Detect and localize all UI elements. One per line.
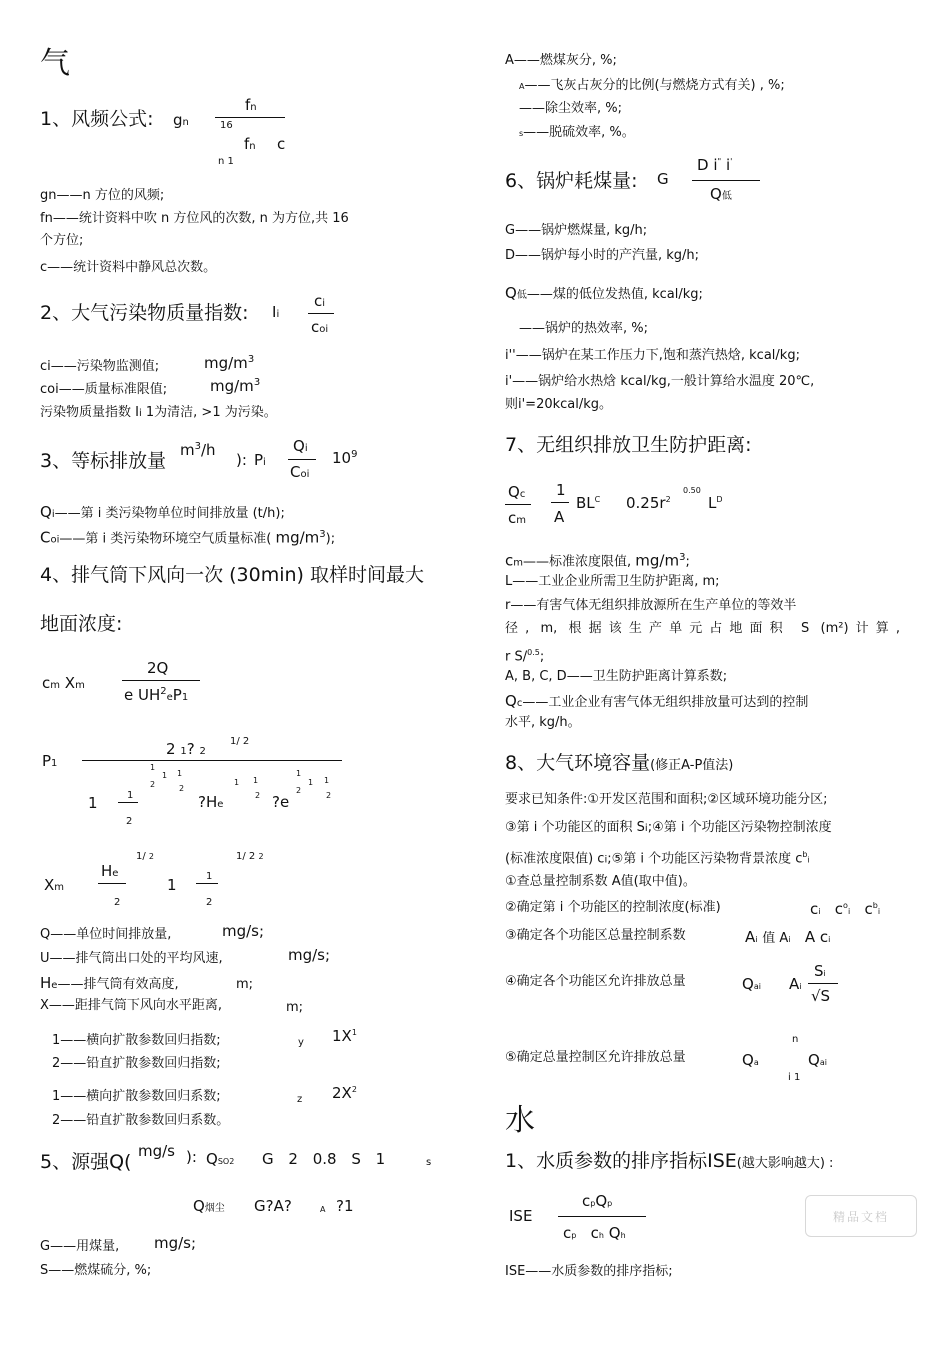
s7-frac-top: 1: [556, 481, 566, 499]
s3-fraction-line: [288, 459, 316, 460]
s8-step-2: ②确定第 i 个功能区的控制浓度(标准): [505, 900, 721, 915]
s3-lhs: Pi: [254, 451, 266, 469]
s8-heading: 8、大气环境容量(修正A-P值法): [505, 752, 734, 774]
s3-den: Coi: [290, 463, 310, 481]
s1-fraction-line: [215, 117, 285, 118]
s6-num: D i" i': [697, 156, 733, 174]
s3-def-2: Coi——第 i 类污染物环境空气质量标准( $mg/m^3$);: [40, 528, 336, 547]
s4-p1-num-sup: 1/ 2: [230, 736, 250, 747]
s4-xm-frac-line: [196, 883, 218, 884]
s4-xm-den: 2: [114, 897, 121, 908]
s5-eq-rest: G 2 0.8 S 1: [262, 1150, 386, 1168]
s7-heading: 7、无组织排放卫生防护距离:: [505, 434, 752, 456]
s4-def-2: U——排气筒出口处的平均风速,: [40, 951, 223, 966]
s4-p1-den-frac-line: [118, 802, 138, 803]
s3-unit: $m^3/h$: [180, 441, 216, 459]
s4-p1-den-frac-bottom: 2: [126, 816, 133, 827]
s6-def-6: i'——锅炉给水热焓 kcal/kg,一般计算给水温度 20℃,: [505, 374, 815, 389]
s4-p1-den-1: 1: [88, 794, 98, 812]
s3-num: Qi: [293, 437, 308, 455]
s4-p1-lhs: P1: [42, 752, 58, 770]
s5-def-1-unit: mg/s;: [154, 1234, 197, 1252]
s7-def-6: Qc——工业企业有害气体无组织排放量可达到的控制: [505, 692, 809, 710]
top-def-4: s——脱硫效率, %。: [519, 125, 635, 140]
s4-p1-den-e: ?e: [272, 793, 290, 811]
s4-p1-e-sup3: 1: [308, 778, 314, 787]
s4-def-7-x: $2X^2$: [332, 1084, 357, 1102]
s8-step-4-den: √S: [811, 987, 831, 1005]
s7-lhs-num: Qc: [508, 483, 526, 501]
s4-def-1-unit: mg/s;: [222, 922, 265, 940]
s4-def-8: 2——铅直扩散参数回归系数。: [52, 1113, 230, 1128]
s6-lhs: G: [657, 170, 669, 188]
s1-lhs: gn: [173, 111, 189, 129]
s4-xm-1: 1: [167, 876, 177, 894]
s3-def-1: Qi——第 i 类污染物单位时间排放量 (t/h);: [40, 503, 285, 521]
s2-def-2: coi——质量标准限值;: [40, 382, 168, 397]
s2-lhs: Ii: [272, 303, 280, 321]
s5-q-so2: QSO2: [206, 1150, 235, 1168]
s8-req-1: 要求已知条件:①开发区范围和面积;②区域环境功能分区;: [505, 792, 828, 807]
s1-def-2b: 个方位;: [40, 233, 84, 248]
s4-p1-exp-c: 1: [162, 771, 168, 780]
s4-p1-line: [82, 760, 342, 761]
s4-eq1-line: [122, 680, 200, 681]
s8-step-4-line: [808, 983, 838, 984]
s8-step-1: ①查总量控制系数 A值(取中值)。: [505, 874, 696, 889]
top-def-1: A——燃煤灰分, %;: [505, 53, 617, 68]
s4-def-3-unit: m;: [236, 977, 254, 992]
s4-def-3: He——排气筒有效高度,: [40, 974, 179, 992]
s4-p1-exp-d: 1: [177, 769, 183, 778]
s2-def-1-unit: $mg/m^3$: [204, 354, 255, 372]
s4-p1-e-sup5: 2: [326, 791, 332, 800]
s1-num: fn: [245, 96, 257, 114]
s5-q-dust: Q烟尘: [193, 1197, 225, 1215]
s5-q-dust-a: A: [320, 1205, 326, 1214]
s7-bl: $BL^C$: [576, 494, 601, 512]
s5-def-1: G——用煤量,: [40, 1239, 120, 1254]
s5-unit: mg/s: [138, 1142, 176, 1160]
s4-xm-line: [98, 883, 126, 884]
s2-den: coi: [311, 318, 329, 336]
s4-eq1-num: 2Q: [147, 659, 169, 677]
s7-r-sup2: 0.50: [683, 486, 701, 495]
s4-def-5-x: $1X^1$: [332, 1027, 357, 1045]
s8-step-5-q: Qa: [742, 1051, 759, 1069]
s4-xm-frac-top: 1: [206, 871, 213, 882]
s4-xm-lhs: Xm: [44, 876, 65, 894]
s4-xm-frac-bottom: 2: [206, 897, 213, 908]
s5-q-dust-end: ?1: [336, 1197, 354, 1215]
s4-heading-2: 地面浓度:: [40, 613, 123, 635]
s4-xm-sup1: 1/ 2: [136, 851, 155, 862]
s7-frac-bottom: A: [554, 508, 565, 526]
s1-def-2: fn——统计资料中吹 n 方位风的次数, n 为方位,共 16: [40, 211, 349, 226]
s7-def-1: cm——标准浓度限值, $mg/m^3$;: [505, 551, 690, 570]
water-heading: 1、水质参数的排序指标ISE(越大影响越大) :: [505, 1150, 834, 1172]
water-lhs: ISE: [509, 1207, 533, 1225]
s8-step-4: ④确定各个功能区允许排放总量: [505, 974, 686, 989]
s8-step-3: ③确定各个功能区总量控制系数: [505, 928, 686, 943]
s4-def-6: 2——铅直扩散参数回归指数;: [52, 1056, 221, 1071]
s1-heading: 1、风频公式:: [40, 108, 154, 130]
s4-p1-he-sup2: 1: [253, 776, 259, 785]
s4-xm-num: He: [101, 862, 119, 880]
water-den: cp ch Qh: [563, 1224, 626, 1242]
s1-sum-bottom: n 1: [218, 156, 234, 167]
s7-def-3: r——有害气体无组织排放源所在生产单位的等效半: [505, 598, 797, 613]
s8-step-5-sum: Qai: [808, 1051, 827, 1069]
s4-def-5: 1——横向扩散参数回归指数;: [52, 1033, 221, 1048]
s1-def-1: gn——n 方位的风频;: [40, 188, 165, 203]
s1-den-f: fn: [244, 135, 256, 153]
s4-def-1: Q——单位时间排放量,: [40, 927, 172, 942]
s2-def-2-unit: $mg/m^3$: [210, 377, 261, 395]
s3-colon: ):: [236, 451, 247, 469]
s5-colon: ):: [186, 1148, 197, 1166]
top-def-2: A——飞灰占灰分的比例(与燃烧方式有关) , %;: [519, 78, 785, 93]
s2-def-3: 污染物质量指数 Ii 1为清洁, >1 为污染。: [40, 405, 277, 420]
s7-def-4: r S/$^{0.5}$;: [505, 648, 545, 665]
watermark-stamp: 精品文档: [805, 1195, 917, 1237]
s2-num: ci: [314, 292, 326, 310]
s8-step-4-a: Ai: [789, 975, 802, 993]
s3-factor: $10^9$: [332, 449, 358, 467]
s1-def-3: c——统计资料中静风总次数。: [40, 260, 217, 275]
s6-heading: 6、锅炉耗煤量:: [505, 170, 638, 192]
s4-p1-he-sup1: 1: [234, 778, 240, 787]
s7-r-part: $0.25r^2$: [626, 494, 671, 512]
s4-p1-den-frac-top: 1: [127, 790, 134, 801]
s5-eq-s: s: [426, 1157, 432, 1168]
s8-step-5: ⑤确定总量控制区允许排放总量: [505, 1050, 686, 1065]
s8-step-2-eq: ci $c^oi$ $c^bi$: [810, 900, 881, 918]
s8-req-2: ③第 i 个功能区的面积 Si;④第 i 个功能区污染物控制浓度: [505, 820, 832, 835]
s1-den-c: c: [277, 135, 286, 153]
s6-def-3: Q低——煤的低位发热值, kcal/kg;: [505, 284, 703, 302]
s6-den: Q低: [710, 185, 732, 203]
water-title: 水: [505, 1103, 535, 1138]
s4-eq1-den: e $UH^2eP1$: [124, 686, 189, 704]
s4-p1-den-he: ?He: [198, 793, 224, 811]
s4-def-2-unit: mg/s;: [288, 946, 331, 964]
s7-def-3b: 径, m, 根据该生产单元占地面积 S (m²)计算,: [505, 621, 900, 636]
s6-def-5: i''——锅炉在某工作压力下,饱和蒸汽热焓, kcal/kg;: [505, 348, 800, 363]
s4-heading: 4、排气筒下风向一次 (30min) 取样时间最大: [40, 564, 424, 586]
s8-req-3: (标准浓度限值) ci;⑤第 i 个功能区污染物背景浓度 $c^bi$: [505, 850, 810, 867]
s6-def-1: G——锅炉燃煤量, kg/h;: [505, 223, 648, 238]
s7-def-6b: 水平, kg/h。: [505, 715, 581, 730]
s7-l-end: $L^D$: [708, 494, 723, 512]
s4-p1-exp-e: 2: [179, 784, 185, 793]
water-def-1: ISE——水质参数的排序指标;: [505, 1264, 673, 1279]
s7-def-2: L——工业企业所需卫生防护距离, m;: [505, 574, 720, 589]
s4-def-5-y: y: [298, 1037, 304, 1048]
s4-p1-exp-b: 2: [150, 780, 156, 789]
s7-def-5: A, B, C, D——卫生防护距离计算系数;: [505, 669, 728, 684]
s4-eq1-lhs: cm Xm: [42, 674, 85, 692]
s4-p1-he-sup3: 2: [255, 791, 261, 800]
s8-step-5-i1: i 1: [788, 1072, 801, 1083]
s4-p1-e-sup1: 1: [296, 769, 302, 778]
s7-lhs-line: [505, 504, 531, 505]
s5-q-dust-rest: G?A?: [254, 1197, 292, 1215]
s6-def-6b: 则i'=20kcal/kg。: [505, 397, 613, 412]
gas-title: 气: [40, 46, 70, 81]
s4-p1-e-sup4: 1: [324, 776, 330, 785]
s8-step-3-eq: Ai 值 Ai A ci: [745, 928, 831, 946]
s4-p1-exp-a: 1: [150, 763, 156, 772]
s1-sum-top: 16: [220, 120, 233, 131]
s4-def-7-z: z: [297, 1094, 303, 1105]
s4-def-7: 1——横向扩散参数回归系数;: [52, 1089, 221, 1104]
s6-fraction-line: [692, 180, 760, 181]
s4-p1-e-sup2: 2: [296, 786, 302, 795]
s5-heading: 5、源强Q(: [40, 1151, 132, 1173]
water-line: [558, 1216, 646, 1217]
s8-step-5-n: n: [792, 1034, 799, 1045]
s2-def-1: ci——污染物监测值;: [40, 359, 160, 374]
s2-heading: 2、大气污染物质量指数:: [40, 302, 249, 324]
s3-heading: 3、等标排放量: [40, 450, 167, 472]
s7-lhs-den: cm: [508, 509, 526, 527]
s8-step-4-num: Si: [814, 962, 826, 980]
s4-xm-sup2: 1/ 2 2: [236, 851, 264, 862]
s6-def-4: ——锅炉的热效率, %;: [519, 321, 648, 336]
s4-p1-num: 2 1? 2: [166, 740, 206, 758]
s7-frac-line: [551, 502, 569, 503]
s6-def-2: D——锅炉每小时的产汽量, kg/h;: [505, 248, 700, 263]
s5-def-2: S——燃煤硫分, %;: [40, 1263, 152, 1278]
s4-def-4: X——距排气筒下风向水平距离,: [40, 998, 223, 1013]
s8-step-4-q: Qai: [742, 975, 761, 993]
water-num: cpQp: [582, 1192, 613, 1210]
s2-fraction-line: [308, 313, 334, 314]
s4-def-4-unit: m;: [286, 1000, 304, 1015]
top-def-3: ——除尘效率, %;: [519, 101, 622, 116]
